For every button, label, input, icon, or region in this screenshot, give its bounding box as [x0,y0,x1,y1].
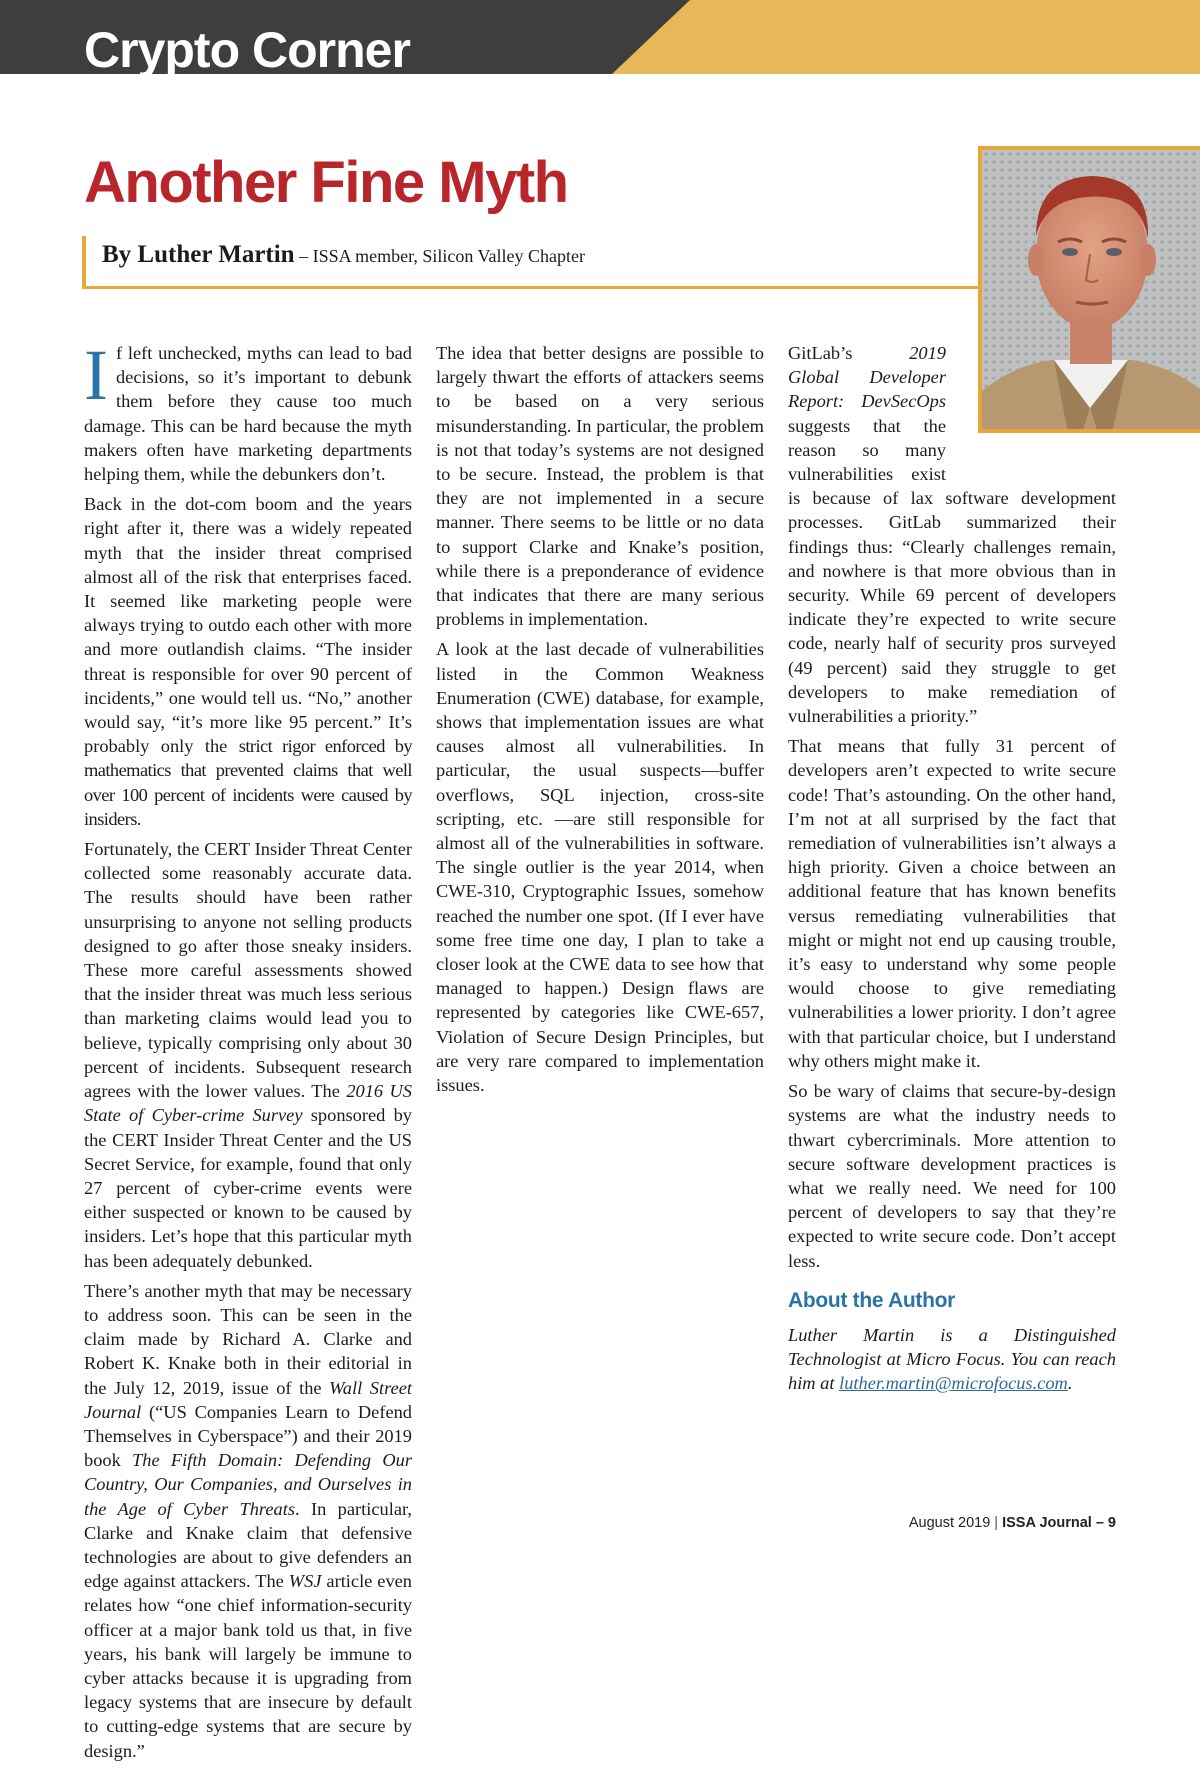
paragraph-4-text-b: (“US Companies Learn to Defend Themselves in Cyberspace”) and their 2019 book [84,1401,412,1471]
wsj-title: Wall Street Journal [84,1377,412,1422]
about-author-heading: About the Author [788,1288,956,1312]
paragraph-8: That means that fully 31 percent of developers aren’t expected to write secure code! That’s astounding. On the other hand, I’m not at all surprised by the fact that remediation of vulnerabilities isn’t always a high priority. Given a choice between an additional feature that has known benefits versus remediating vulnerabilities that might or might not end up causing trouble, it’s easy to understand why some people would choose to give remediating vulnerabilities a lower priority. I don’t agree with that particular choice, but I understand why others might make it. [788,736,1116,1071]
author-bio [788,1323,1116,1396]
page-footer [909,1513,1116,1533]
paragraph-3-text-a: Fortunately, the CERT Insider Threat Center collected some reasonably accurate data. The results should have been rather unsurprising to anyone not selling products designed to go after those sneaky insiders. These more careful assessments showed that the insider threat was much less serious than marketing claims would lead you to believe, typically comprising only about 30 percent of incidents. Subsequent research agrees with the lower values. The [84,839,412,1102]
paragraph-1 [84,335,412,486]
journal-page: ISSA Journal – 9 [1002,1515,1116,1531]
paragraph-5: The idea that better designs are possible to largely thwart the efforts of attackers seems to be based on a very serious misunderstanding. In particular, the problem is not that today’s systems are not designed to be secure. Instead, the problem is that they are not implemented in a secure manner. There seems to be little or no data to support Clarke and Knake’s position, while there is a preponderance of evidence that indicates that there are many serious problems in implementation. [436,343,764,630]
paragraph-2 [84,492,412,831]
survey-title: 2016 US State of Cyber-crime Survey [84,1081,412,1126]
paragraph-7-text-a: GitLab’s [788,343,910,363]
byline-rule [82,286,982,289]
paragraph-1-text: f left unchecked, myths can lead to bad decisions, so it’s important to debunk them before they cause too much damage. This can be hard because the myth makers often have marketing departments helping them, while the debunkers don’t. [84,343,412,485]
wsj-abbreviation: WSJ [288,1571,322,1592]
author-email-link[interactable]: luther.martin@microfocus.com [839,1373,1068,1394]
book-title: The Fifth Domain: Defending Our Country, Our Companies, and Ourselves in the Age of Cyber Threats [84,1450,412,1519]
paragraph-4-text-d: article even relates how “one chief information-security officer at a major bank told us that, in five years, his bank will largely be immune to cyber attacks because it is upgrading from legacy systems that are insecure by default to cutting-edge systems that are secure by design.” [84,1571,413,1761]
author-name: By Luther Martin [102,241,295,268]
section-title: Crypto Corner [84,22,410,78]
column-1 [84,335,413,1769]
article-title: Another Fine Myth [84,150,568,215]
photo-text-wrap [946,341,1116,469]
column-2 [436,341,764,1103]
paragraph-3-text-b: sponsored by the CERT Insider Threat Center and the US Secret Service, for example, found that only 27 percent of cyber-crime events were either suspected or known to be caused by insiders. Let’s hope that this particular myth has been adequately debunked. [84,1105,413,1271]
author-bio-end: . [1067,1373,1073,1394]
paragraph-4 [84,1279,412,1763]
paragraph-4-text-c: . In particular, Clarke and Knake claim that defensive technologies are about to give defenders an edge against attackers. The [84,1498,413,1592]
column-3 [788,341,1116,1401]
byline [82,236,962,286]
report-title: 2019 Global Developer Report: DevSecOps [788,343,946,412]
paragraph-6: A look at the last decade of vulnerabilities listed in the Common Weakness Enumeration (CWE) database, for example, shows that implementation issues are what causes almost all vulnerabilities. In particular, the usual suspects—buffer overflows, SQL injection, cross-site scripting, etc. —are still responsible for almost all of the vulnerabilities in software. The single outlier is the year 2014, when CWE-310, Cryptographic Issues, somehow reached the number one spot. (If I ever have some free time one day, I plan to take a closer look at the CWE data to see how that managed to happen.) Design flaws are represented by categories like CWE-657, Violation of Secure Design Principles, but are very rare compared to implementation issues. [436,639,764,1096]
paragraph-9: So be wary of claims that secure-by-design systems are what the industry needs to thwart cybercriminals. More attention to secure software development practices is what we really need. We need for 100 percent of developers to say that they’re expected to write secure code. Don’t accept less. [788,1081,1116,1271]
paragraph-4-text-a: There’s another myth that may be necessary to address soon. This can be seen in the claim made by Richard A. Clarke and Robert K. Knake both in their editorial in the July 12, 2019, issue of the [84,1280,412,1398]
paragraph-2-text: Back in the dot-com boom and the years right after it, there was a widely repeated myth that the insider threat comprised almost all of the risk that enterprises faced. It seemed like marketing people were always trying to outdo each other with more and more outlandish claims. “The insider threat is responsible for over 90 percent of incidents,” one would tell us. “No,” another would say, “it’s more like 95 percent.” It’s probably only the [84,494,412,757]
author-bio-text: Luther Martin is a Distinguished Technologist at Micro Focus. You can reach him at [788,1324,1116,1394]
paragraph-2-tight-text: strict rigor enforced by mathematics that prevented claims that well over 100 percent of incidents were caused by insiders. [84,736,412,829]
footer-separator: | [990,1515,1003,1531]
drop-cap: I [84,335,108,415]
paragraph-3 [84,837,412,1273]
author-affiliation: – ISSA member, Silicon Valley Chapter [294,246,586,266]
paragraph-7-text-b: suggests that the reason so many vulnerabilities exist is because of lax software development processes. GitLab summarized their findings thus: “Clearly challenges remain, and nowhere is that more obvious than in security. While 69 percent of developers indicate they’re expected to write secure code, nearly half of security pros surveyed (49 percent) said they struggle to get developers to make remediation of vulnerabilities a priority.” [788,415,1116,727]
issue-date: August 2019 [908,1515,991,1531]
